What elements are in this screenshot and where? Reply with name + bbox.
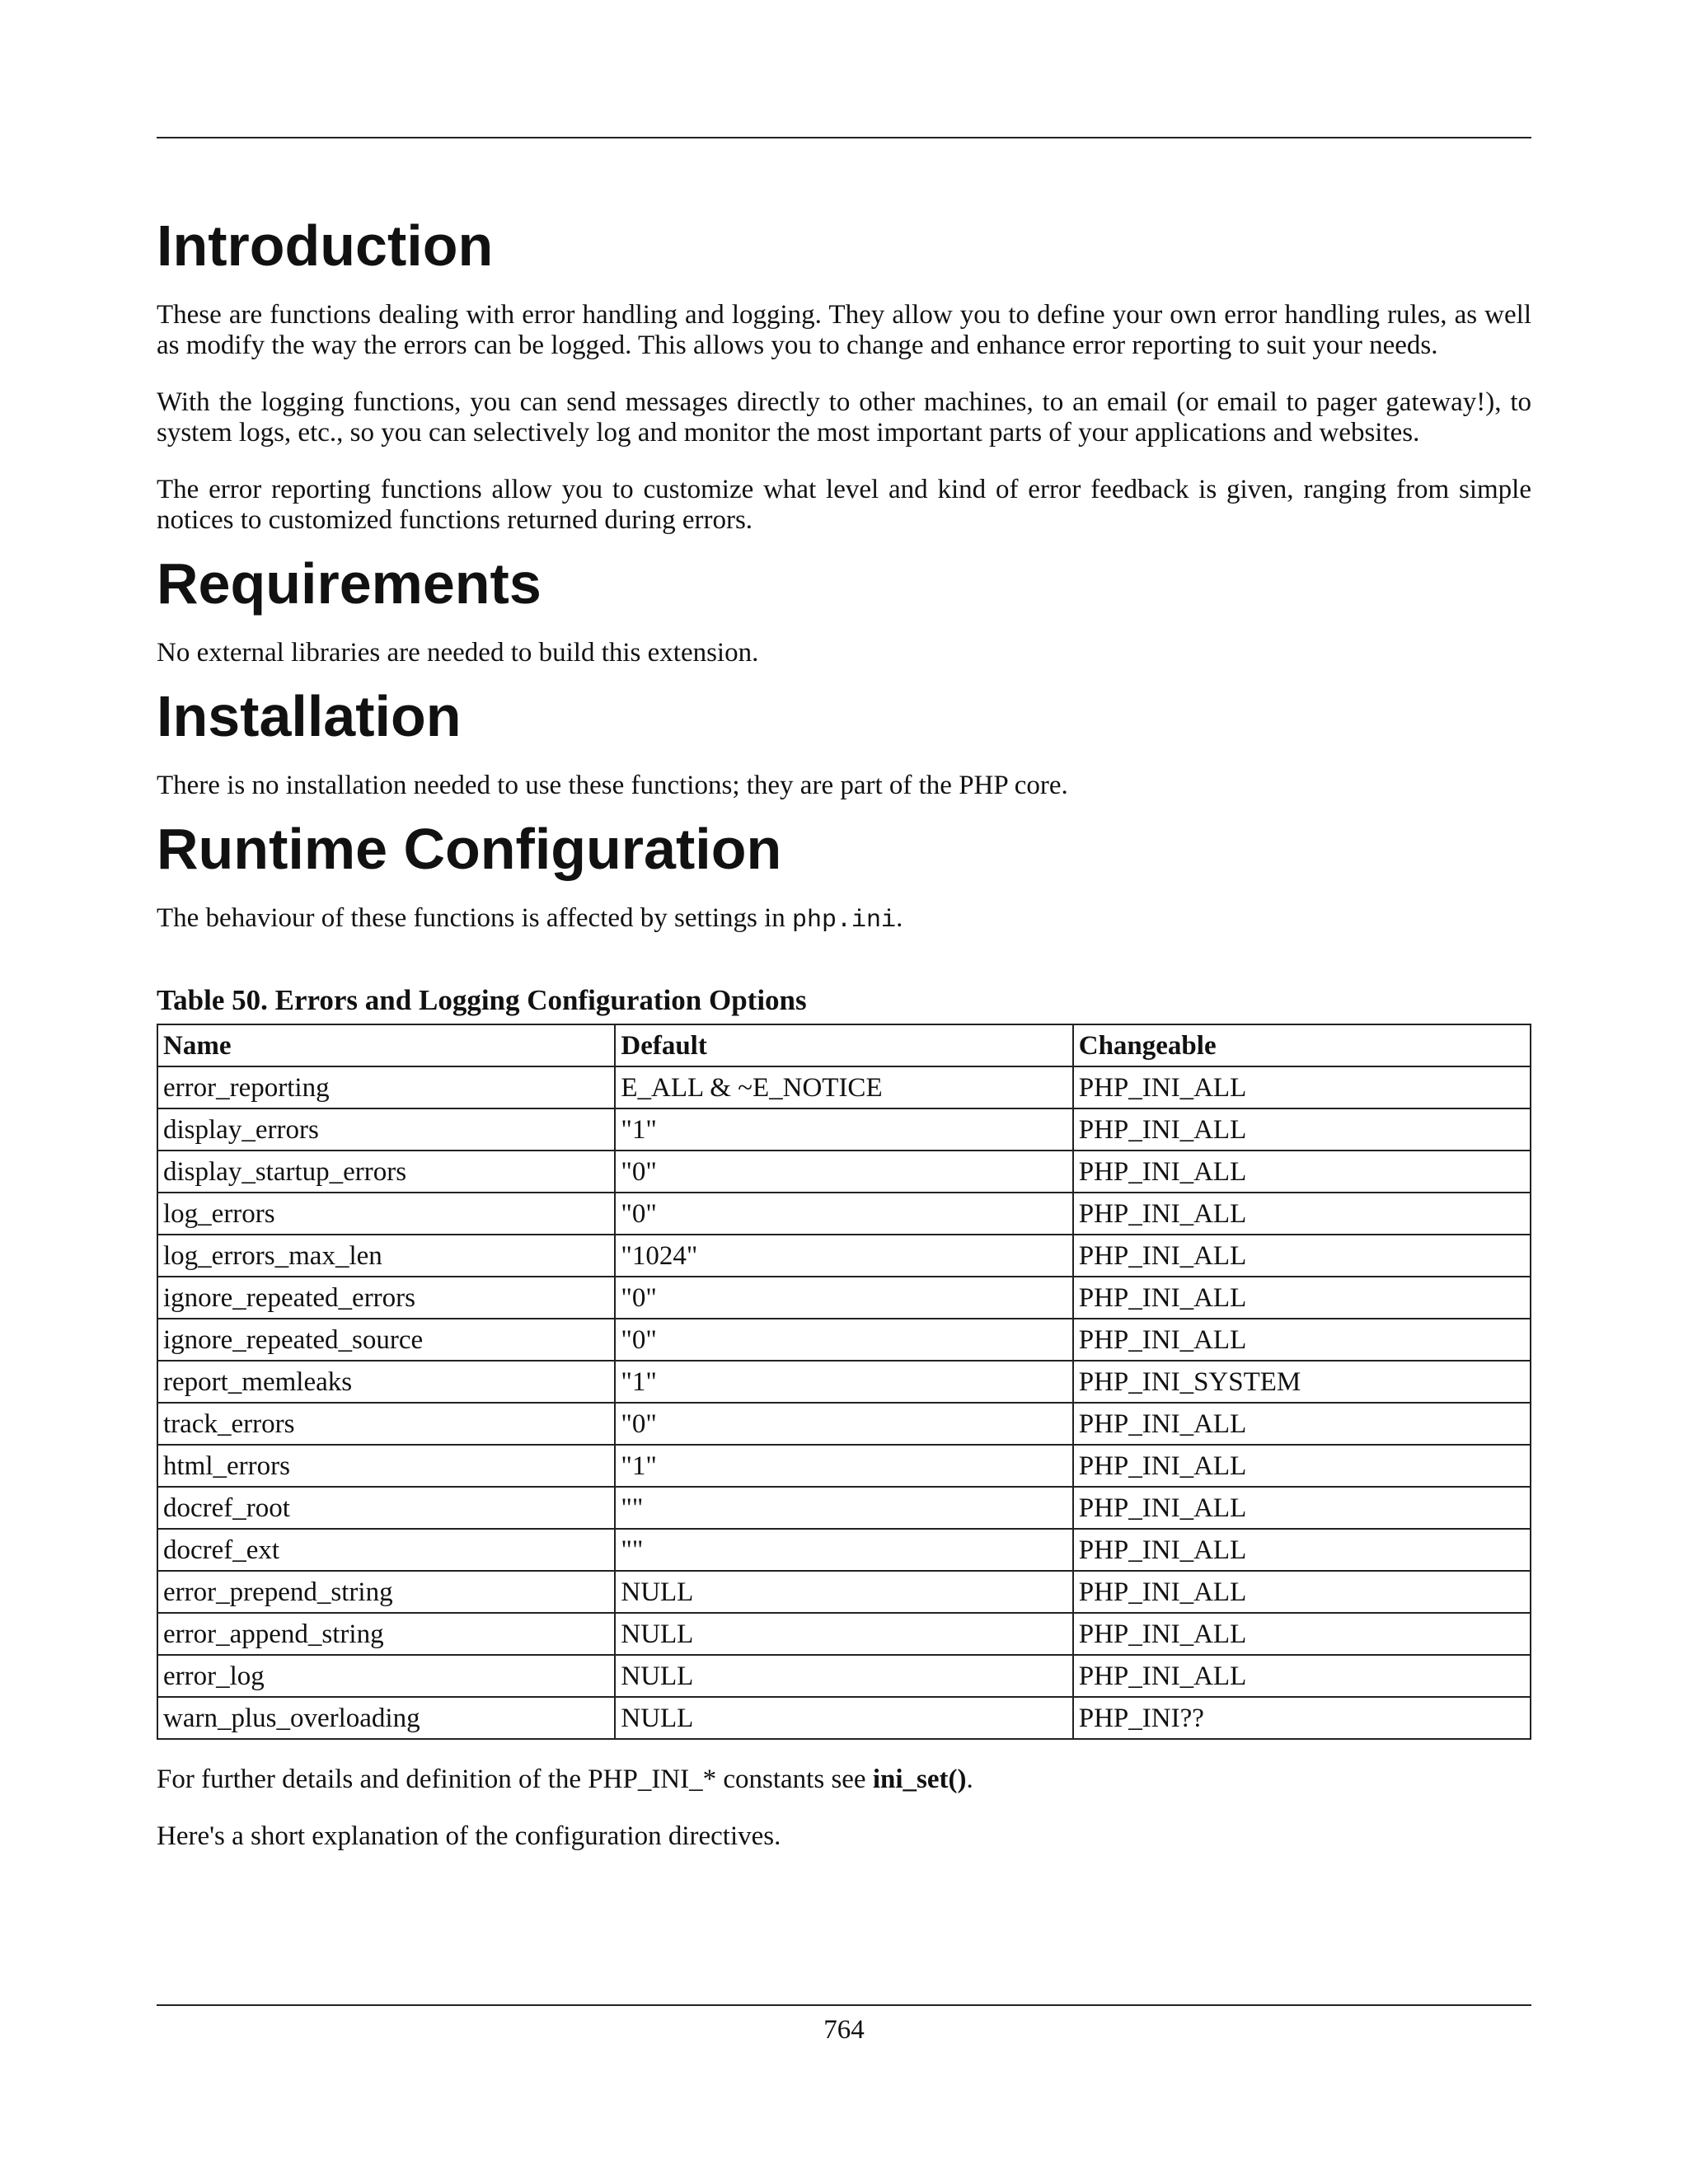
cell-default: NULL (615, 1613, 1072, 1655)
table-row (157, 1151, 1531, 1193)
ini-set-link[interactable]: ini_set() (872, 1765, 967, 1794)
details-text-after: . (966, 1765, 973, 1794)
cell-default: "" (615, 1487, 1072, 1529)
table-row (157, 1487, 1531, 1529)
cell-changeable: PHP_INI_ALL (1073, 1319, 1531, 1361)
table-row (157, 1361, 1531, 1403)
cell-changeable: PHP_INI_ALL (1073, 1235, 1531, 1277)
cell-changeable: PHP_INI_ALL (1073, 1613, 1531, 1655)
cell-changeable: PHP_INI_ALL (1073, 1445, 1531, 1487)
header-changeable: Changeable (1073, 1024, 1531, 1066)
requirements-text: No external libraries are needed to build this extension. (157, 638, 759, 668)
table-row (157, 1319, 1531, 1361)
table-row (157, 1529, 1531, 1571)
cell-name: warn_plus_overloading (157, 1697, 615, 1739)
table-header-row (157, 1024, 1531, 1066)
cell-default: "1" (615, 1108, 1072, 1151)
table-row (157, 1613, 1531, 1655)
table-row (157, 1277, 1531, 1319)
config-options-table (157, 1024, 1531, 1740)
introduction-paragraph-3: The error reporting functions allow you to customize what level and kind of error feedback is given, ranging from simple notices to customized functions returned during errors. (157, 475, 1531, 535)
table-row (157, 1571, 1531, 1613)
cell-name: html_errors (157, 1445, 615, 1487)
directives-explanation-text: Here's a short explanation of the configuration directives. (157, 1821, 781, 1851)
requirements-section (157, 551, 1531, 668)
cell-name: error_prepend_string (157, 1571, 615, 1613)
cell-name: docref_root (157, 1487, 615, 1529)
cell-default: "1" (615, 1445, 1072, 1487)
cell-default: NULL (615, 1655, 1072, 1697)
table-row (157, 1445, 1531, 1487)
table-row (157, 1193, 1531, 1235)
further-details-text (157, 1765, 1531, 1795)
details-text-before: For further details and definition of the PHP_INI_* constants see (157, 1765, 873, 1794)
header-rule (157, 137, 1531, 138)
php-ini-code: php.ini (792, 907, 897, 935)
cell-name: error_log (157, 1655, 615, 1697)
cell-changeable: PHP_INI_ALL (1073, 1487, 1531, 1529)
runtime-configuration-heading: Runtime Configuration (157, 817, 782, 881)
installation-heading: Installation (157, 684, 462, 748)
runtime-configuration-text (157, 903, 1531, 936)
cell-name: display_startup_errors (157, 1151, 615, 1193)
cell-default: "0" (615, 1319, 1072, 1361)
page-content (157, 213, 1531, 1878)
introduction-paragraph-1: These are functions dealing with error handling and logging. They allow you to define your own error handling rules, as well as modify the way the errors can be logged. This allows you to change and enhance error reporting to suit your needs. (157, 300, 1531, 360)
runtime-configuration-section (157, 816, 1531, 1852)
page-number: 764 (823, 2015, 865, 2045)
table-row (157, 1235, 1531, 1277)
runtime-text-after: . (896, 903, 903, 933)
cell-default: NULL (615, 1697, 1072, 1739)
cell-default: "0" (615, 1277, 1072, 1319)
runtime-text-before: The behaviour of these functions is affected by settings in (157, 903, 793, 933)
introduction-paragraph-2: With the logging functions, you can send messages directly to other machines, to an email (or email to pager gateway!), to system logs, etc., so you can selectively log and monitor the most important parts of your applications and websites. (157, 387, 1531, 448)
cell-changeable: PHP_INI_ALL (1073, 1193, 1531, 1235)
cell-name: ignore_repeated_errors (157, 1277, 615, 1319)
cell-changeable: PHP_INI_ALL (1073, 1151, 1531, 1193)
cell-name: docref_ext (157, 1529, 615, 1571)
cell-name: track_errors (157, 1403, 615, 1445)
cell-default: "1" (615, 1361, 1072, 1403)
cell-changeable: PHP_INI_ALL (1073, 1277, 1531, 1319)
cell-changeable: PHP_INI?? (1073, 1697, 1531, 1739)
cell-default: "0" (615, 1151, 1072, 1193)
table-row (157, 1066, 1531, 1108)
table-row (157, 1108, 1531, 1151)
cell-name: ignore_repeated_source (157, 1319, 615, 1361)
installation-section (157, 683, 1531, 801)
table-row (157, 1655, 1531, 1697)
footer-rule (157, 2004, 1531, 2006)
cell-name: error_append_string (157, 1613, 615, 1655)
table-row (157, 1403, 1531, 1445)
cell-changeable: PHP_INI_ALL (1073, 1066, 1531, 1108)
header-name: Name (157, 1024, 615, 1066)
header-default: Default (615, 1024, 1072, 1066)
cell-name: log_errors_max_len (157, 1235, 615, 1277)
cell-name: error_reporting (157, 1066, 615, 1108)
table-row (157, 1697, 1531, 1739)
cell-default: "0" (615, 1403, 1072, 1445)
cell-default: NULL (615, 1571, 1072, 1613)
cell-default: "" (615, 1529, 1072, 1571)
requirements-heading: Requirements (157, 551, 542, 616)
cell-name: display_errors (157, 1108, 615, 1151)
installation-text: There is no installation needed to use these functions; they are part of the PHP core. (157, 771, 1068, 800)
cell-changeable: PHP_INI_ALL (1073, 1571, 1531, 1613)
cell-default: "1024" (615, 1235, 1072, 1277)
cell-changeable: PHP_INI_ALL (1073, 1529, 1531, 1571)
introduction-section (157, 213, 1531, 536)
cell-name: report_memleaks (157, 1361, 615, 1403)
cell-changeable: PHP_INI_SYSTEM (1073, 1361, 1531, 1403)
cell-changeable: PHP_INI_ALL (1073, 1655, 1531, 1697)
cell-changeable: PHP_INI_ALL (1073, 1403, 1531, 1445)
cell-default: "0" (615, 1193, 1072, 1235)
document-page (157, 0, 1531, 2184)
cell-name: log_errors (157, 1193, 615, 1235)
cell-changeable: PHP_INI_ALL (1073, 1108, 1531, 1151)
cell-default: E_ALL & ~E_NOTICE (615, 1066, 1072, 1108)
introduction-heading: Introduction (157, 213, 494, 278)
table-caption: Table 50. Errors and Logging Configuration Options (157, 984, 807, 1016)
